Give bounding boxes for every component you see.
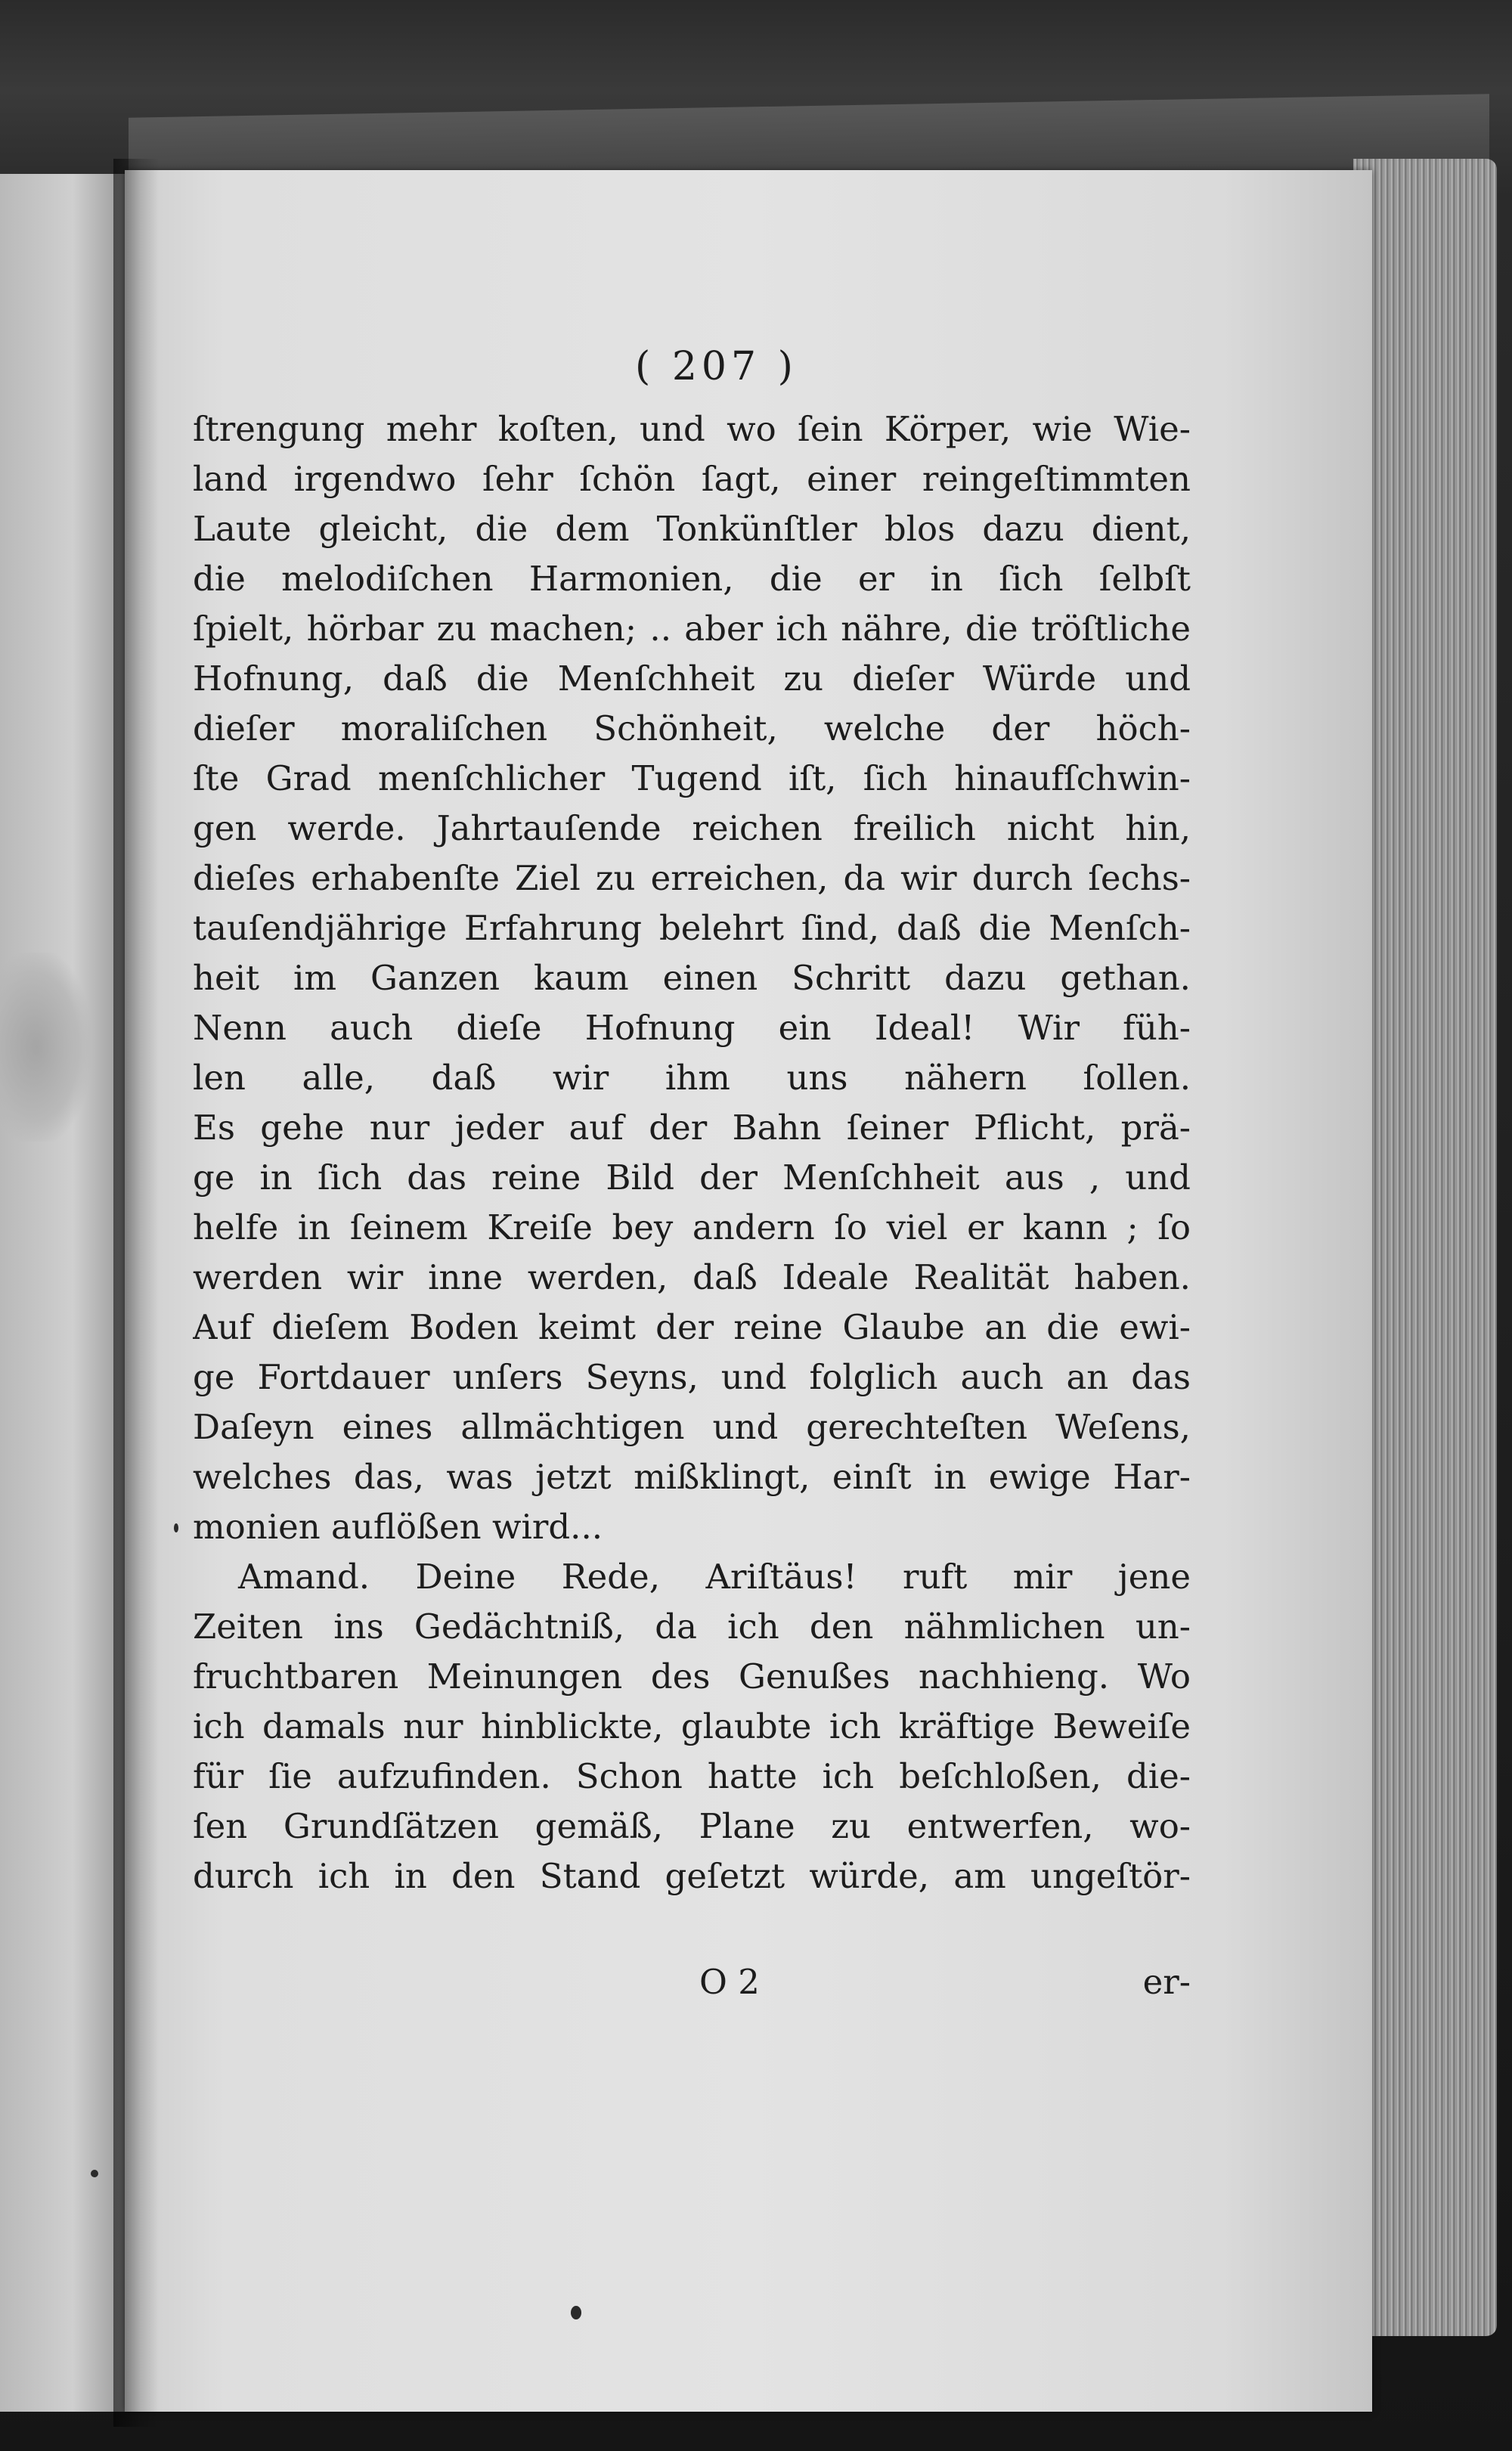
page-header: ( 207 ) (635, 344, 798, 389)
text-line: Hofnung, daß die Menſchheit zu dieſer Würde und (193, 658, 1191, 699)
ink-speck (174, 1523, 178, 1532)
text-line: tauſendjährige Erfahrung belehrt ſind, daß die Menſch- (193, 908, 1191, 948)
text-line: ich damals nur hinblickte, glaubte ich kräftige Beweiſe (193, 1706, 1191, 1746)
text-line: die melodiſchen Harmonien, die er in ſich ſelbſt (193, 559, 1191, 599)
text-line: ſpielt, hörbar zu machen; .. aber ich nähre, die tröſtliche (193, 609, 1191, 649)
stacked-page-edges (1353, 159, 1497, 2336)
text-line: heit im Ganzen kaum einen Schritt dazu gethan. (193, 958, 1191, 998)
text-line: welches das, was jetzt mißklingt, einſt in ewige Har- (193, 1457, 1191, 1497)
text-line: gen werde. Jahrtauſende reichen freilich nicht hin, (193, 808, 1191, 848)
catchword: er- (1142, 1962, 1191, 2002)
text-line: Nenn auch dieſe Hofnung ein Ideal! Wir füh- (193, 1008, 1191, 1048)
text-line: Auf dieſem Boden keimt der reine Glaube an die ewi- (193, 1307, 1191, 1347)
page-stain (0, 953, 91, 1142)
text-line: Es gehe nur jeder auf der Bahn ſeiner Pflicht, prä- (193, 1108, 1191, 1148)
text-line: dieſes erhabenſte Ziel zu erreichen, da wir durch ſechs- (193, 858, 1191, 898)
text-line: monien auflößen wird... (193, 1507, 603, 1547)
text-line: werden wir inne werden, daß Ideale Realität haben. (193, 1257, 1191, 1297)
text-line: ſtrengung mehr koſten, und wo ſein Körper, wie Wie- (193, 409, 1191, 449)
text-line: helfe in ſeinem Kreiſe bey andern ſo viel er kann ; ſo (193, 1207, 1191, 1247)
text-line: Zeiten ins Gedächtniß, da ich den nähmlichen un- (193, 1607, 1191, 1647)
text-line: Laute gleicht, die dem Tonkünſtler blos dazu dient, (193, 509, 1191, 549)
text-line: durch ich in den Stand geſetzt würde, am ungeſtör- (193, 1856, 1191, 1896)
ink-speck (571, 2306, 581, 2319)
text-line: fruchtbaren Meinungen des Genußes nachhieng. Wo (193, 1656, 1191, 1696)
signature-mark: O 2 (699, 1962, 760, 2002)
text-line: len alle, daß wir ihm uns nähern ſollen. (193, 1058, 1191, 1098)
text-line: ſte Grad menſchlicher Tugend iſt, ſich hinaufſchwin- (193, 758, 1191, 798)
text-line: für ſie aufzufinden. Schon hatte ich beſchloßen, die- (193, 1756, 1191, 1796)
left-page-edge (0, 174, 132, 2412)
text-line: ge in ſich das reine Bild der Menſchheit aus , und (193, 1157, 1191, 1198)
gutter-shadow (113, 159, 159, 2427)
page-body (193, 404, 1191, 1901)
text-line: dieſer moraliſchen Schönheit, welche der höch- (193, 708, 1191, 748)
text-line: ſen Grundſätzen gemäß, Plane zu entwerfen, wo- (193, 1806, 1191, 1846)
text-line: Amand. Deine Rede, Ariſtäus! ruft mir jene (238, 1557, 1191, 1597)
text-line: Daſeyn eines allmächtigen und gerechteſten Weſens, (193, 1407, 1191, 1447)
ink-speck (91, 2170, 98, 2177)
text-line: ge Fortdauer unſers Seyns, und folglich auch an das (193, 1357, 1191, 1397)
text-line: land irgendwo ſehr ſchön ſagt, einer reingeſtimmten (193, 459, 1191, 499)
